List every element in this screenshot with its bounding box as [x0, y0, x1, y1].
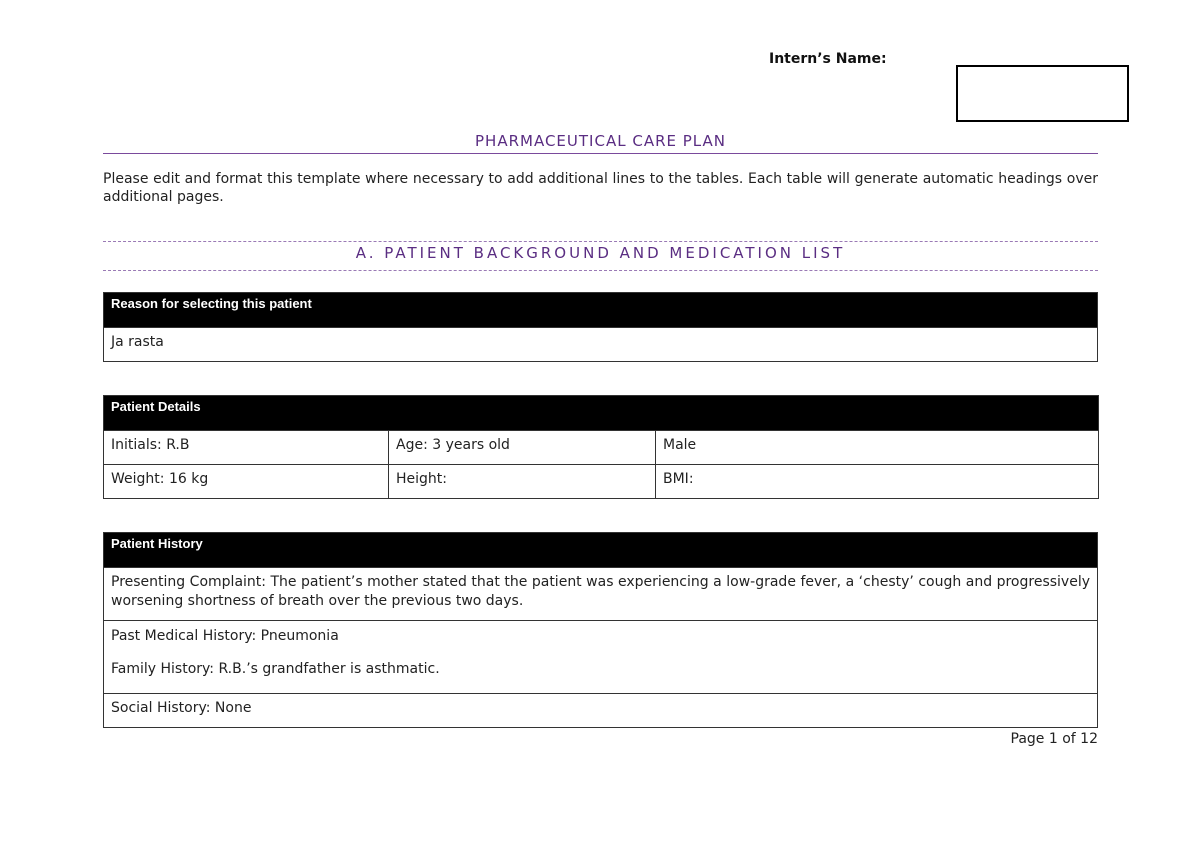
intro-paragraph: Please edit and format this template where necessary to add additional lines to the tables. Each table will generate automatic headings over additional pages.: [103, 171, 1098, 205]
section-heading: A. PATIENT BACKGROUND AND MEDICATION LIST: [355, 244, 846, 262]
presenting-complaint-cell[interactable]: Presenting Complaint: The patient’s mother stated that the patient was experiencing a low-grade fever, a ‘chesty’ cough and progressively worsening shortness of breath over the previous two days.: [104, 568, 1098, 621]
bmi-cell[interactable]: BMI:: [656, 465, 1099, 499]
document-title: PHARMACEUTICAL CARE PLAN: [475, 132, 726, 150]
intern-name-label: Intern’s Name:: [769, 51, 887, 67]
section-divider-bottom: [103, 270, 1098, 271]
reason-table: [103, 292, 1098, 362]
patient-details-table: [103, 395, 1099, 499]
page-number: Page 1 of 12: [1010, 731, 1098, 747]
intern-name-field[interactable]: [956, 65, 1129, 122]
weight-cell[interactable]: Weight: 16 kg: [104, 465, 389, 499]
patient-history-table: [103, 532, 1098, 728]
family-history-text: Family History: R.B.’s grandfather is asthmatic.: [111, 661, 440, 677]
section-divider-top: [103, 241, 1098, 242]
reason-table-header: Reason for selecting this patient: [104, 293, 1098, 328]
title-divider: [103, 153, 1098, 154]
past-medical-history-text: Past Medical History: Pneumonia: [111, 628, 339, 644]
patient-history-header: Patient History: [104, 533, 1098, 568]
reason-cell[interactable]: Ja rasta: [104, 328, 1098, 362]
sex-cell[interactable]: Male: [656, 431, 1099, 465]
height-cell[interactable]: Height:: [389, 465, 656, 499]
age-cell[interactable]: Age: 3 years old: [389, 431, 656, 465]
patient-details-header: Patient Details: [104, 396, 1099, 431]
medical-family-history-cell[interactable]: [104, 621, 1098, 694]
initials-cell[interactable]: Initials: R.B: [104, 431, 389, 465]
social-history-cell[interactable]: Social History: None: [104, 694, 1098, 728]
